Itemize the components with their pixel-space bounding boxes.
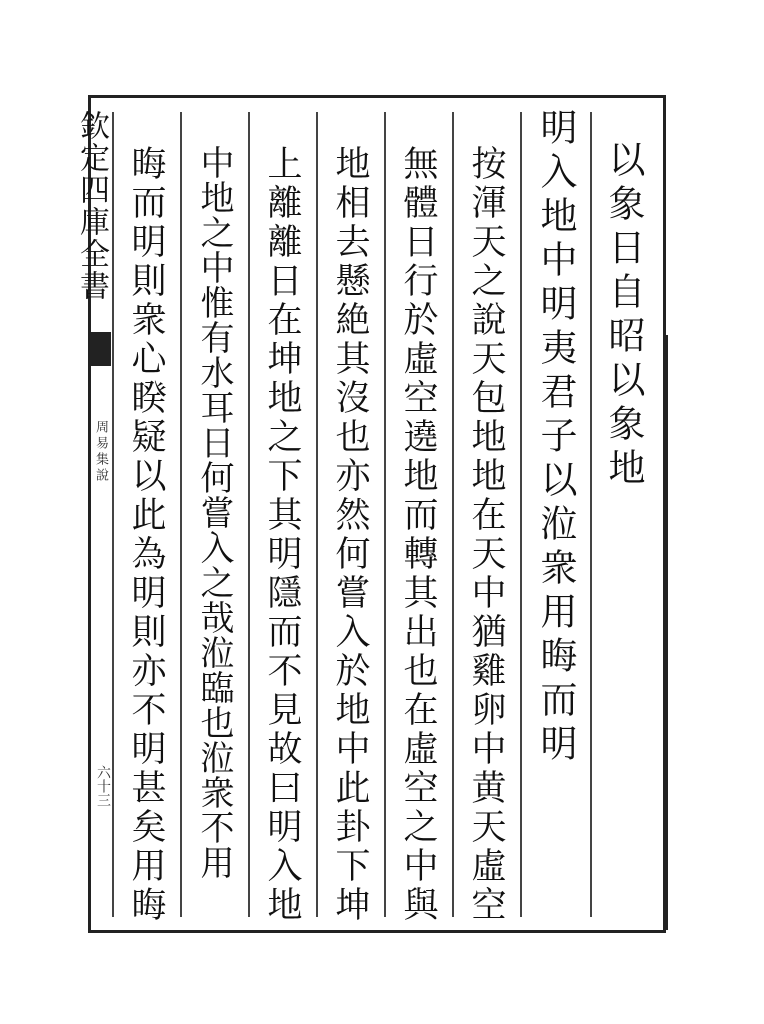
margin-title: 欽定四庫全書 [74,110,109,302]
column-rule [384,112,386,917]
column-rule [180,112,182,917]
text-column-3: 按渾天之說天包地地在天中猶雞卵中黄天虛空 [466,145,506,925]
column-rule [452,112,454,917]
text-column-7: 中地之中惟有水耳日何嘗入之哉涖臨也涖衆不用 [194,145,234,880]
margin-page-number: 六十三 [95,765,111,807]
text-column-4: 無體日行於虛空遶地而轉其出也在虛空之中與 [398,145,438,925]
fish-tail-mark [91,332,111,366]
column-rule [520,112,522,917]
column-rule [112,112,114,917]
page-frame [88,95,666,933]
column-rule [248,112,250,917]
text-column-2: 明入地中明夷君子以涖衆用晦而明 [534,108,577,768]
text-column-1: 以象日自昭以象地 [602,140,645,492]
text-column-5: 地相去懸絶其沒也亦然何嘗入於地中此卦下坤 [330,145,370,925]
column-rule [316,112,318,917]
frame-right-border-lower [663,335,668,930]
margin-book-title: 周易集說 [93,420,108,484]
column-rule [590,112,592,917]
text-column-8: 晦而明則衆心睽疑以此為明則亦不明甚矣用晦 [126,145,166,925]
text-column-6: 上離離日在坤地之下其明隱而不見故曰明入地 [262,145,302,925]
